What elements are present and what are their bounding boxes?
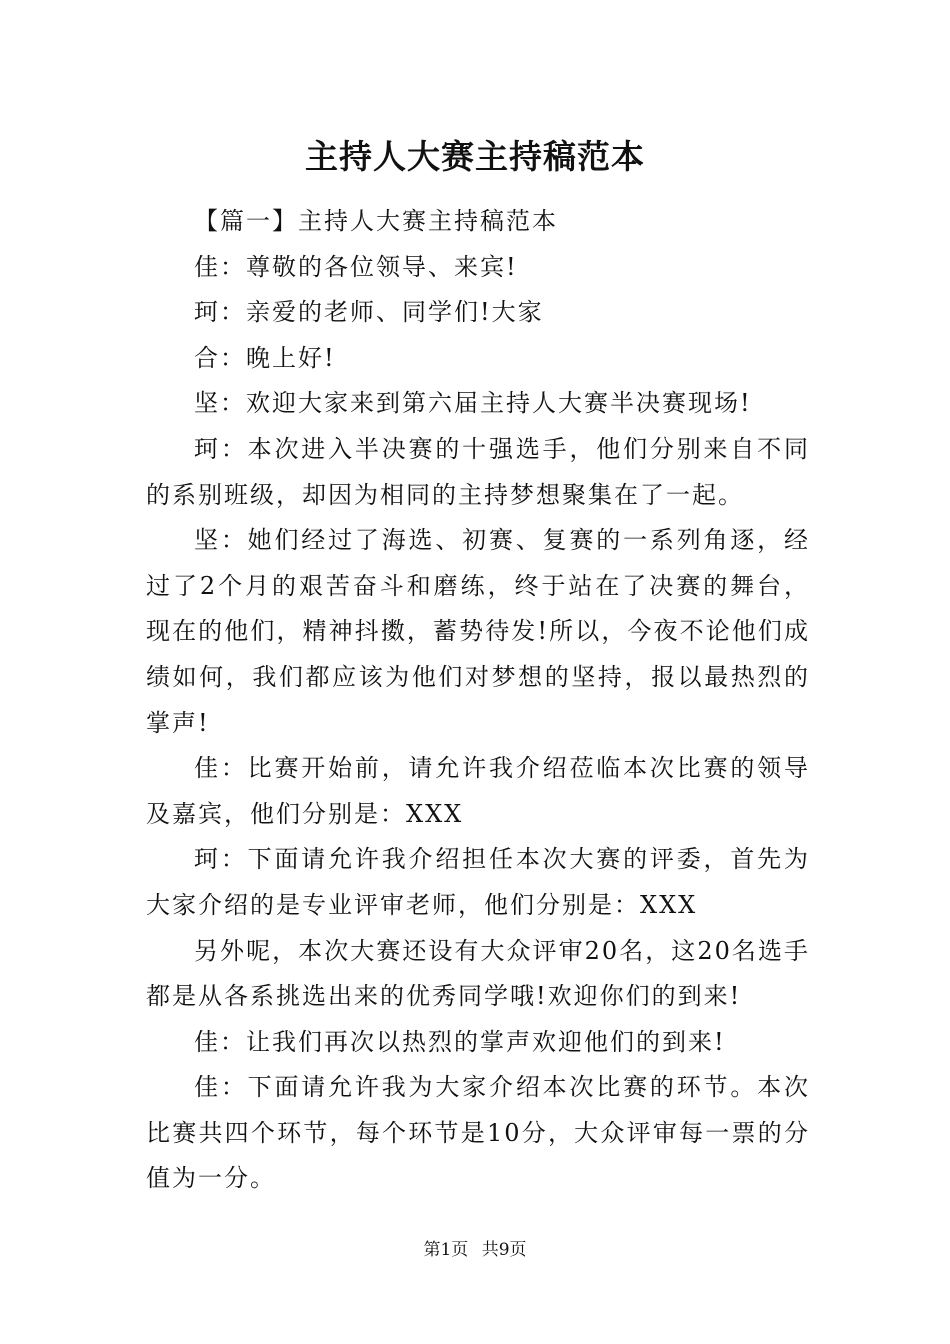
page-total: 共9页 [481,1240,527,1260]
document-title: 主持人大赛主持稿范本 [305,137,645,176]
page-footer [0,1237,950,1263]
paragraph: 佳：让我们再次以热烈的掌声欢迎他们的到来! [194,1027,726,1056]
paragraph: 佳：尊敬的各位领导、来宾! [194,252,518,281]
paragraph: 另外呢，本次大赛还设有大众评审20名，这20名选手都是从各系挑选出来的优秀同学哦!欢迎你们的到来! [146,936,810,1011]
paragraph: 佳：比赛开始前，请允许我介绍莅临本次比赛的领导及嘉宾，他们分别是：XXX [146,754,810,828]
document-body [146,199,810,1202]
paragraph: 珂：本次进入半决赛的十强选手，他们分别来自不同的系别班级，却因为相同的主持梦想聚集在了一起。 [146,434,810,509]
paragraph: 珂：下面请允许我介绍担任本次大赛的评委，首先为大家介绍的是专业评审老师，他们分别是：XXX [146,845,810,919]
paragraph: 【篇一】主持人大赛主持稿范本 [194,207,558,235]
paragraph: 坚：欢迎大家来到第六届主持人大赛半决赛现场! [194,389,752,418]
paragraph: 佳：下面请允许我为大家介绍本次比赛的环节。本次比赛共四个环节，每个环节是10分，大众评审每一票的分值为一分。 [146,1073,810,1193]
paragraph: 合：晚上好! [194,343,336,372]
page-number: 第1页 [423,1240,469,1260]
paragraph: 珂：亲爱的老师、同学们!大家 [194,298,544,327]
paragraph: 坚：她们经过了海选、初赛、复赛的一系列角逐，经过了2个月的艰苦奋斗和磨练，终于站在了决赛的舞台，现在的他们，精神抖擞，蓄势待发!所以，今夜不论他们成绩如何，我们都应该为他们对梦想的坚持，报以最热烈的掌声! [146,526,810,737]
